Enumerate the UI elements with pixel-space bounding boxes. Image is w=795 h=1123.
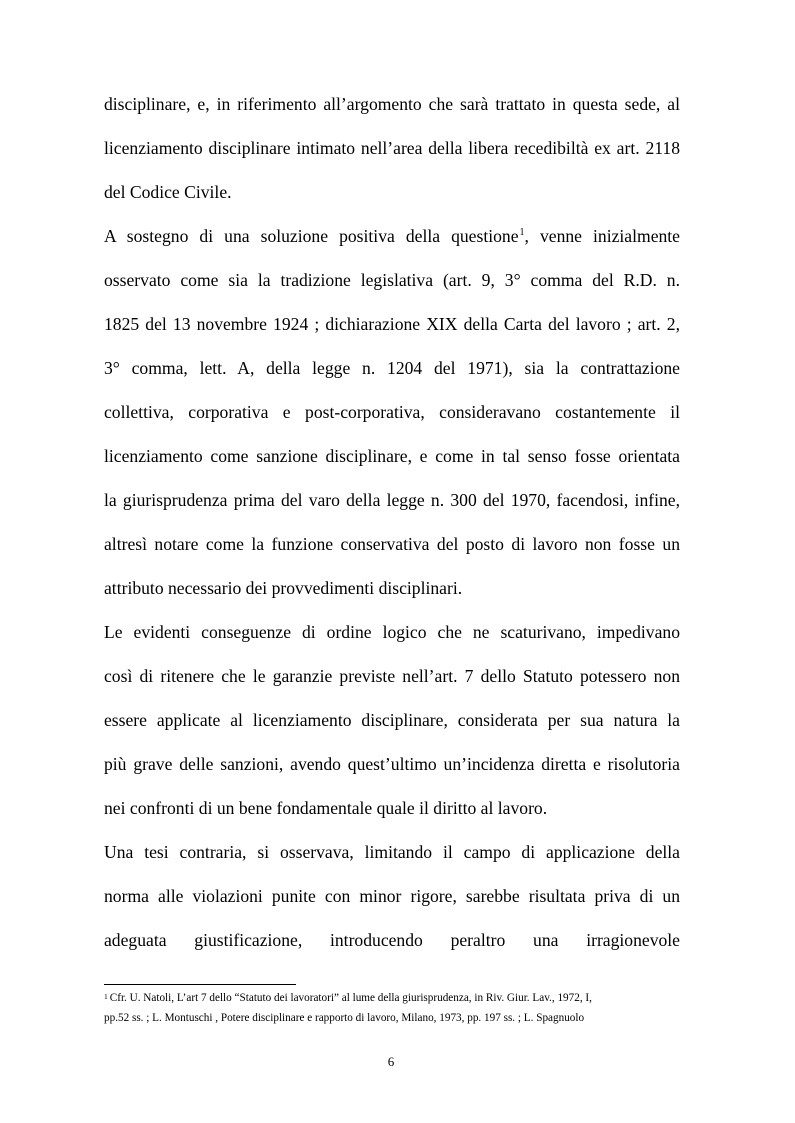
footnote-reference: 1	[519, 227, 525, 238]
body-line-14: così di ritenere che le garanzie previste nell’art. 7 dello Statuto potessero non	[104, 666, 680, 686]
body-line-18: Una tesi contraria, si osservava, limitando il campo di applicazione della	[104, 842, 680, 862]
body-line-20: adeguata giustificazione, introducendo peraltro una irragionevole	[104, 930, 680, 950]
body-line-11: altresì notare come la funzione conservativa del posto di lavoro non fosse un	[104, 534, 680, 554]
footnote	[104, 988, 680, 1028]
footnote-line-2: pp.52 ss. ; L. Montuschi , Potere disciplinare e rapporto di lavoro, Milano, 1973, pp. 197 ss. ; L. Spagnuolo	[104, 1012, 585, 1024]
body-line-1: disciplinare, e, in riferimento all’argomento che sarà trattato in questa sede, al	[104, 94, 680, 114]
footnote-line-1	[104, 988, 680, 1008]
body-text	[104, 84, 680, 964]
body-line-4-tail: , venne inizialmente	[524, 226, 680, 246]
body-line-2: licenziamento disciplinare intimato nell’area della libera recedibiltà ex art. 2118	[104, 138, 680, 158]
body-line-17: nei confronti di un bene fondamentale quale il diritto al lavoro.	[104, 798, 548, 818]
body-line-4	[104, 216, 680, 260]
footnote-number: 1	[104, 992, 108, 1001]
body-line-3: del Codice Civile.	[104, 182, 232, 202]
body-line-13: Le evidenti conseguenze di ordine logico che ne scaturivano, impedivano	[104, 622, 680, 642]
body-line-4-text: A sostegno di una soluzione positiva della questione	[104, 226, 519, 246]
body-line-7: 3° comma, lett. A, della legge n. 1204 del 1971), sia la contrattazione	[104, 358, 680, 378]
body-line-16: più grave delle sanzioni, avendo quest’ultimo un’incidenza diretta e risolutoria	[104, 754, 680, 774]
body-line-5: osservato come sia la tradizione legislativa (art. 9, 3° comma del R.D. n.	[104, 270, 680, 290]
body-line-12: attributo necessario dei provvedimenti disciplinari.	[104, 578, 463, 598]
body-line-10: la giurisprudenza prima del varo della legge n. 300 del 1970, facendosi, infine,	[104, 490, 680, 510]
body-line-15: essere applicate al licenziamento disciplinare, considerata per sua natura la	[104, 710, 680, 730]
footnote-line-1-text: Cfr. U. Natoli, L’art 7 dello “Statuto dei lavoratori” al lume della giurisprudenza, in Riv. Giur. Lav., 1972, I,	[109, 992, 592, 1004]
body-line-19: norma alle violazioni punite con minor rigore, sarebbe risultata priva di un	[104, 886, 680, 906]
body-line-6: 1825 del 13 novembre 1924 ; dichiarazione XIX della Carta del lavoro ; art. 2,	[104, 314, 680, 334]
page-number: 6	[387, 1054, 395, 1069]
footnote-separator	[104, 984, 296, 985]
body-line-9: licenziamento come sanzione disciplinare, e come in tal senso fosse orientata	[104, 446, 680, 466]
body-line-8: collettiva, corporativa e post-corporativa, consideravano costantemente il	[104, 402, 680, 422]
